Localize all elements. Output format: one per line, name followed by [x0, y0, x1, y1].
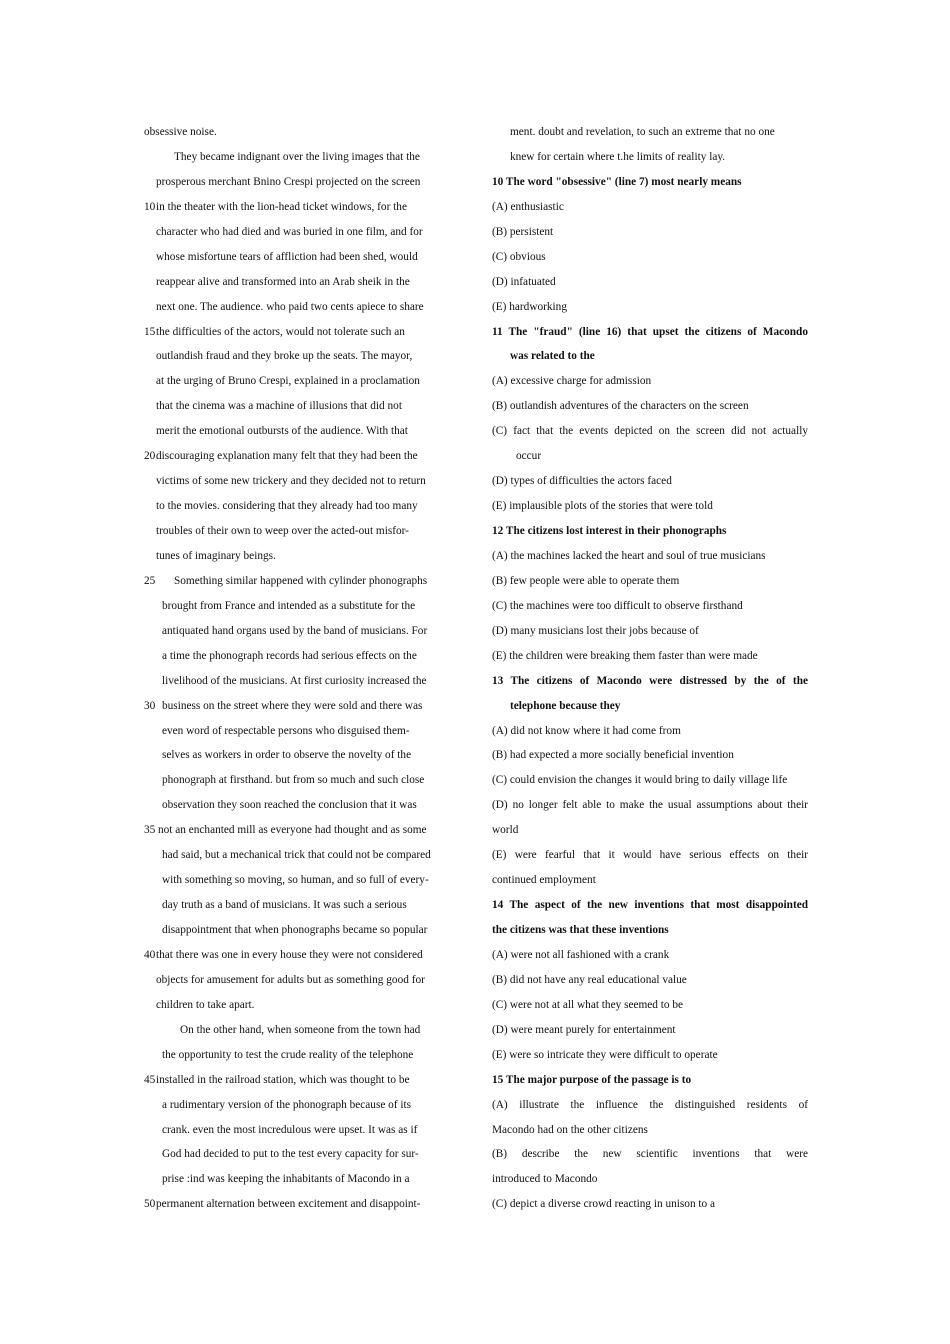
passage-text: troubles of their own to weep over the acted-out misfor-: [156, 525, 409, 537]
answer-option: (E) hardworking: [492, 300, 567, 313]
passage-line: [144, 1142, 454, 1167]
passage-line: [144, 968, 454, 993]
answer-option: (B) outlandish adventures of the characters on the screen: [492, 400, 749, 413]
passage-line: [144, 120, 454, 145]
passage-text: They became indignant over the living images that the: [174, 150, 420, 163]
passage-line: [144, 1018, 454, 1043]
answer-option: (A) were not all fashioned with a crank: [492, 948, 670, 961]
answer-option: (A) illustrate the influence the distinguished residents of: [492, 1098, 808, 1111]
passage-line: [144, 394, 454, 419]
passage-text: observation they soon reached the conclusion that it was: [162, 799, 417, 812]
line-number: 40: [144, 948, 156, 961]
answer-option: (A) did not know where it had come from: [492, 724, 681, 737]
passage-line: [144, 843, 454, 868]
answer-option: (B) did not have any real educational value: [492, 973, 687, 986]
passage-line: [144, 419, 454, 444]
passage-text: merit the emotional outbursts of the audience. With that: [156, 425, 408, 438]
passage-text: Something similar happened with cylinder phonographs: [174, 574, 428, 587]
passage-text: phonograph at firsthand. but from so much and such close: [162, 774, 425, 787]
passage-text: installed in the railroad station, which was thought to be: [156, 1073, 410, 1086]
question-stem: 14 The aspect of the new inventions that most disappointed: [492, 899, 808, 912]
answer-option: (B) persistent: [492, 225, 554, 238]
passage-text: prosperous merchant Bnino Crespi projected on the screen: [156, 175, 421, 188]
passage-line: [144, 220, 454, 245]
passage-line: [144, 1118, 454, 1143]
passage-line: [144, 594, 454, 619]
passage-line: [144, 893, 454, 918]
answer-option: (E) were so intricate they were difficult to operate: [492, 1048, 718, 1061]
passage-text: disappointment that when phonographs became so popular: [162, 924, 428, 936]
passage-text: tunes of imaginary beings.: [156, 549, 276, 562]
passage-text: day truth as a band of musicians. It was such a serious: [162, 899, 407, 912]
passage-line: [144, 544, 454, 569]
answer-option: (D) infatuated: [492, 275, 556, 288]
answer-option: (B) describe the new scientific inventions that were: [492, 1148, 808, 1161]
answer-option: continued employment: [492, 874, 596, 887]
line-number: 45: [144, 1073, 156, 1086]
passage-text: selves as workers in order to observe the novelty of the: [162, 749, 412, 762]
line-number: 35: [144, 824, 156, 837]
passage-line: [144, 793, 454, 818]
passage-text: with something so moving, so human, and so full of every-: [162, 874, 429, 887]
answer-option: (C) depict a diverse crowd reacting in unison to a: [492, 1198, 716, 1211]
question-stem: 12 The citizens lost interest in their phonographs: [492, 525, 727, 537]
passage-line: [144, 344, 454, 369]
passage-text: business on the street where they were sold and there was: [162, 699, 423, 712]
passage-text: even word of respectable persons who disguised them-: [162, 724, 410, 737]
passage-line: [144, 295, 454, 320]
passage-text: brought from France and intended as a substitute for the: [162, 599, 416, 612]
passage-line: [144, 369, 454, 394]
answer-option: occur: [516, 450, 542, 463]
passage-text: prise :ind was keeping the inhabitants of Macondo in a: [162, 1173, 410, 1186]
passage-line: [144, 1068, 454, 1093]
answer-option: introduced to Macondo: [492, 1173, 598, 1186]
passage-text: victims of some new trickery and they decided not to return: [156, 475, 426, 488]
passage-text: whose misfortune tears of affliction had been shed, would: [156, 250, 418, 263]
passage-line: [144, 818, 454, 843]
passage-text: had said, but a mechanical trick that could not be compared: [162, 849, 431, 862]
line-number: 30: [144, 699, 156, 712]
passage-line: [144, 868, 454, 893]
passage-line: [144, 918, 454, 943]
passage-text: On the other hand, when someone from the town had: [180, 1023, 421, 1036]
answer-option: (D) many musicians lost their jobs because of: [492, 624, 699, 637]
passage-text: outlandish fraud and they broke up the seats. The mayor,: [156, 350, 413, 363]
passage-text: to the movies. considering that they already had too many: [156, 500, 418, 513]
passage-continuation-line: ment. doubt and revelation, to such an extreme that no one: [510, 126, 775, 138]
answer-option: (C) were not at all what they seemed to be: [492, 998, 684, 1011]
passage-text: God had decided to put to the test every capacity for sur-: [162, 1148, 419, 1161]
answer-option: (D) were meant purely for entertainment: [492, 1023, 676, 1036]
answer-option: (D) types of difficulties the actors faced: [492, 475, 672, 488]
answer-option: world: [492, 824, 519, 837]
passage-line: [144, 993, 454, 1018]
passage-text: at the urging of Bruno Crespi, explained in a proclamation: [156, 375, 420, 388]
answer-option: (D) no longer felt able to make the usual assumptions about their: [492, 799, 808, 812]
passage-text: a time the phonograph records had serious effects on the: [162, 649, 417, 662]
passage-text: that the cinema was a machine of illusions that did not: [156, 400, 402, 413]
passage-line: [144, 719, 454, 744]
answer-option: (E) were fearful that it would have serious effects on their: [492, 849, 808, 862]
passage-line: [144, 1093, 454, 1118]
answer-option: (A) enthusiastic: [492, 200, 564, 213]
question-stem: 13 The citizens of Macondo were distressed by the of the: [492, 674, 808, 687]
line-number: 15: [144, 325, 156, 338]
passage-line: [144, 145, 454, 170]
answer-option: (E) implausible plots of the stories that were told: [492, 500, 713, 513]
answer-option: (B) had expected a more socially beneficial invention: [492, 749, 734, 762]
line-number: 50: [144, 1198, 156, 1211]
passage-line: [144, 1167, 454, 1192]
passage-continuation-line: knew for certain where t.he limits of reality lay.: [510, 150, 726, 163]
line-number: 10: [144, 200, 156, 213]
questions-column: [492, 120, 808, 1217]
passage-text: reappear alive and transformed into an Arab sheik in the: [156, 275, 410, 288]
passage-line: [144, 469, 454, 494]
passage-line: [144, 1192, 454, 1217]
passage-line: [144, 494, 454, 519]
passage-text: discouraging explanation many felt that they had been the: [156, 450, 418, 463]
answer-option: (C) fact that the events depicted on the screen did not actually: [492, 425, 808, 438]
answer-option: (B) few people were able to operate them: [492, 574, 680, 587]
answer-option: (A) excessive charge for admission: [492, 375, 652, 388]
line-number: 25: [144, 574, 156, 587]
line-number: 20: [144, 450, 156, 463]
passage-line: [144, 170, 454, 195]
answer-option: (E) the children were breaking them faster than were made: [492, 649, 758, 662]
passage-column: [144, 120, 454, 1217]
passage-text: in the theater with the lion-head ticket windows, for the: [156, 200, 407, 213]
passage-line: [144, 569, 454, 594]
passage-line: [144, 444, 454, 469]
passage-text: children to take apart.: [156, 998, 255, 1011]
passage-text: objects for amusement for adults but as something good for: [156, 973, 425, 986]
passage-text: the difficulties of the actors, would not tolerate such an: [156, 325, 405, 338]
passage-text: that there was one in every house they were not considered: [156, 948, 423, 961]
question-stem: 11 The "fraud" (line 16) that upset the citizens of Macondo: [492, 325, 808, 338]
passage-text: next one. The audience. who paid two cents apiece to share: [156, 300, 424, 313]
answer-option: (C) could envision the changes it would bring to daily village life: [492, 774, 788, 787]
passage-text: livelihood of the musicians. At first curiosity increased the: [162, 674, 427, 687]
passage-line: [144, 768, 454, 793]
answer-option: (A) the machines lacked the heart and soul of true musicians: [492, 549, 766, 562]
passage-line: [144, 743, 454, 768]
answer-option: (C) obvious: [492, 250, 546, 263]
question-stem: was related to the: [510, 350, 595, 363]
passage-line: [144, 320, 454, 345]
passage-line: [144, 644, 454, 669]
question-stem: 15 The major purpose of the passage is to: [492, 1073, 692, 1086]
passage-text: antiquated hand organs used by the band of musicians. For: [162, 624, 428, 637]
passage-text: character who had died and was buried in one film, and for: [156, 225, 423, 238]
passage-text: the opportunity to test the crude reality of the telephone: [162, 1048, 414, 1061]
passage-text: not an enchanted mill as everyone had thought and as some: [158, 824, 427, 837]
passage-line: [144, 519, 454, 544]
passage-text: crank. even the most incredulous were upset. It was as if: [162, 1123, 418, 1136]
passage-line: [144, 943, 454, 968]
passage-line: [144, 1043, 454, 1068]
passage-line: [144, 619, 454, 644]
question-stem: 10 The word "obsessive" (line 7) most nearly means: [492, 175, 742, 188]
passage-line: [144, 245, 454, 270]
passage-line: [144, 669, 454, 694]
passage-text: a rudimentary version of the phonograph because of its: [162, 1098, 412, 1111]
passage-line: [144, 694, 454, 719]
passage-line: [144, 195, 454, 220]
answer-option: Macondo had on the other citizens: [492, 1123, 648, 1136]
passage-text: obsessive noise.: [144, 126, 217, 138]
answer-option: (C) the machines were too difficult to observe firsthand: [492, 599, 743, 612]
passage-text: permanent alternation between excitement and disappoint-: [156, 1198, 421, 1211]
question-stem: the citizens was that these inventions: [492, 924, 669, 936]
question-stem: telephone because they: [510, 699, 621, 712]
passage-line: [144, 270, 454, 295]
